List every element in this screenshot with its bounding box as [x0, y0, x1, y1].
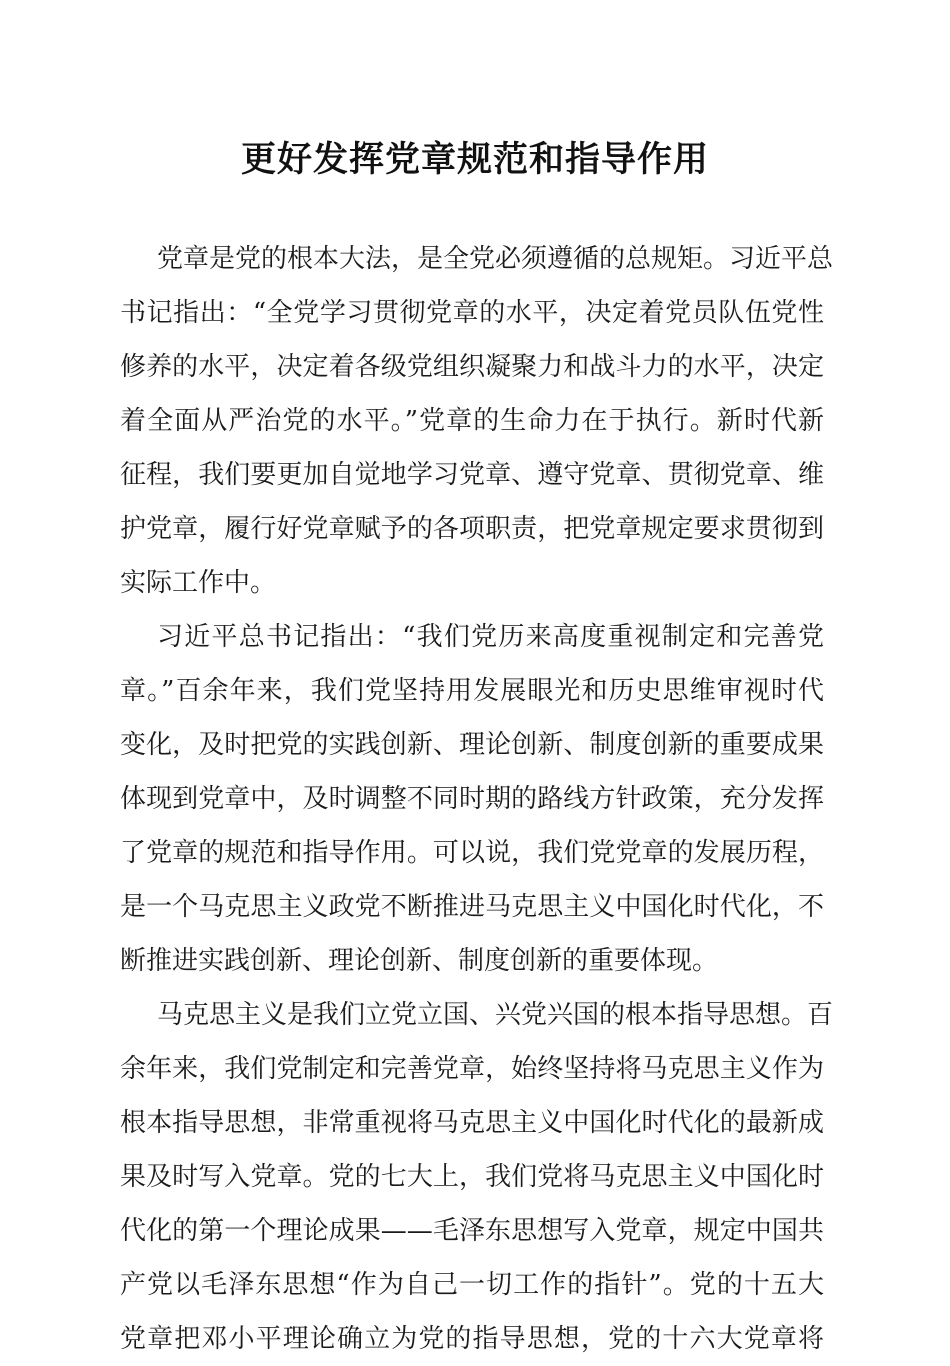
paragraph-3-line-4: 果及时写入党章。党的七大上，我们党将马克思主义中国化时: [120, 1162, 824, 1192]
paragraph-2-line-4: 体现到党章中，及时调整不同时期的路线方针政策，充分发挥: [120, 784, 824, 814]
paragraph-2-line-3: 变化，及时把党的实践创新、理论创新、制度创新的重要成果: [120, 730, 824, 760]
paragraph-3-line-1: 马克思主义是我们立党立国、兴党兴国的根本指导思想。百: [157, 1000, 834, 1030]
paragraph-3-line-6: 产党以毛泽东思想“作为自己一切工作的指针”。党的十五大: [120, 1270, 824, 1300]
paragraph-3-line-3: 根本指导思想，非常重视将马克思主义中国化时代化的最新成: [120, 1108, 824, 1138]
document-body: [120, 232, 834, 1366]
paragraph-2-line-7: 断推进实践创新、理论创新、制度创新的重要体现。: [120, 946, 719, 976]
paragraph-3-line-7: 党章把邓小平理论确立为党的指导思想，党的十六大党章将: [120, 1324, 824, 1354]
paragraph-3-line-2: 余年来，我们党制定和完善党章，始终坚持将马克思主义作为: [120, 1054, 824, 1084]
paragraph-3-line-5: 代化的第一个理论成果——毛泽东思想写入党章，规定中国共: [120, 1216, 824, 1246]
paragraph-2-line-5: 了党章的规范和指导作用。可以说，我们党党章的发展历程，: [120, 838, 824, 868]
paragraph-2-line-6: 是一个马克思主义政党不断推进马克思主义中国化时代化，不: [120, 892, 824, 922]
paragraph-1-line-7: 实际工作中。: [120, 568, 277, 598]
document-title: 更好发挥党章规范和指导作用: [240, 139, 709, 180]
paragraph-1-line-5: 征程，我们要更加自觉地学习党章、遵守党章、贯彻党章、维: [120, 460, 824, 490]
paragraph-1-line-4: 着全面从严治党的水平。”党章的生命力在于执行。新时代新: [120, 406, 824, 436]
paragraph-2-line-1: 习近平总书记指出：“我们党历来高度重视制定和完善党: [157, 622, 824, 652]
paragraph-1-line-1: 党章是党的根本大法，是全党必须遵循的总规矩。习近平总: [157, 244, 834, 274]
paragraph-2-line-2: 章。”百余年来，我们党坚持用发展眼光和历史思维审视时代: [120, 676, 824, 706]
paragraph-1-line-3: 修养的水平，决定着各级党组织凝聚力和战斗力的水平，决定: [120, 352, 824, 382]
paragraph-1-line-6: 护党章，履行好党章赋予的各项职责，把党章规定要求贯彻到: [120, 514, 824, 544]
paragraph-1-line-2: 书记指出：“全党学习贯彻党章的水平，决定着党员队伍党性: [120, 298, 824, 328]
